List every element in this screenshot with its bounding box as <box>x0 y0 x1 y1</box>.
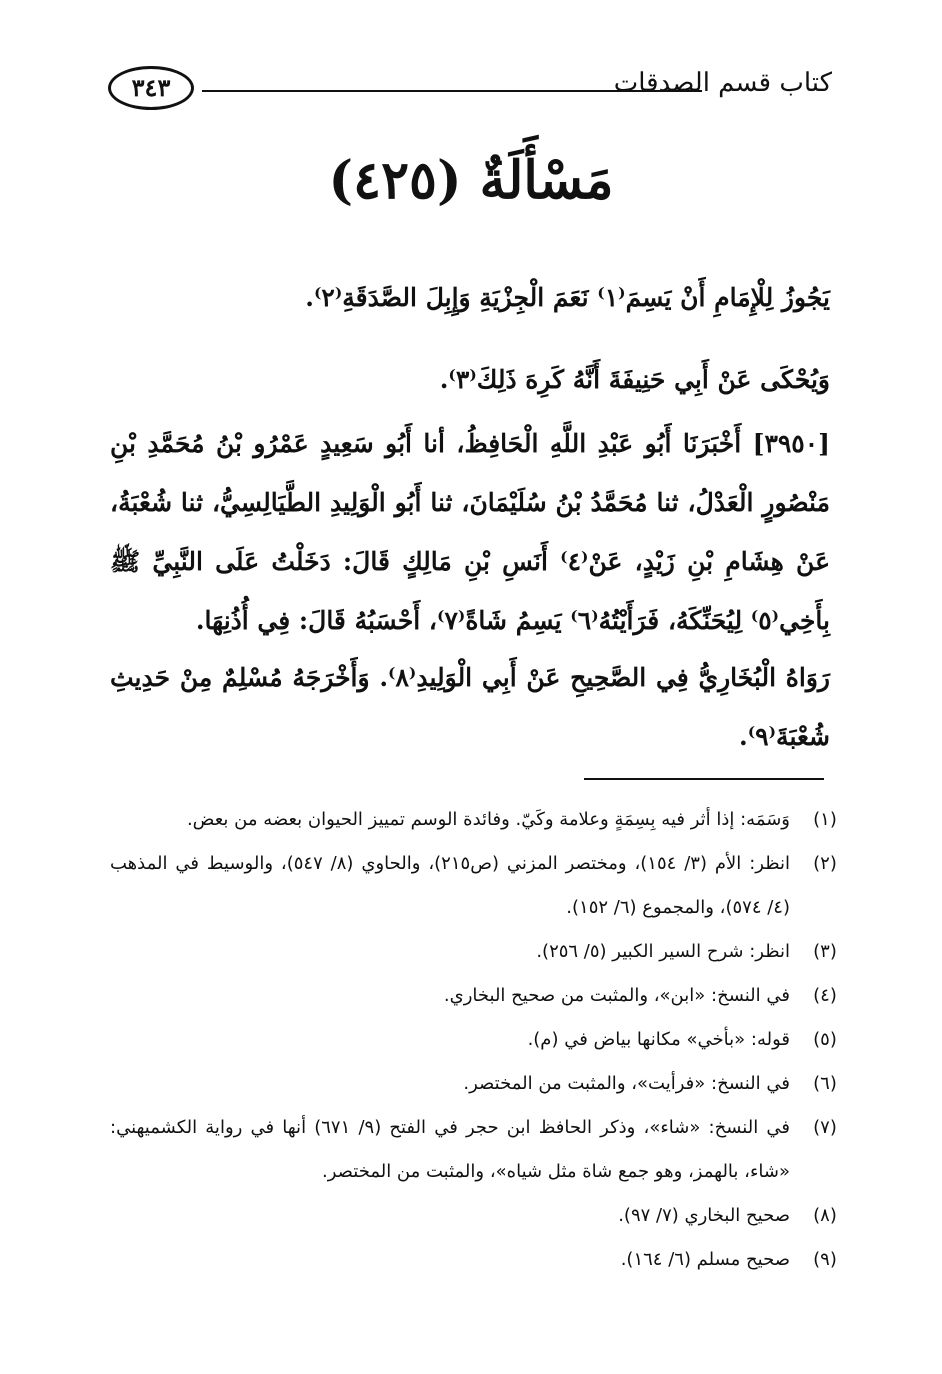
footnote-text: انظر: شرح السير الكبير (٥/ ٢٥٦). <box>536 941 790 962</box>
footnote-text: في النسخ: «ابن»، والمثبت من صحيح البخاري. <box>443 985 790 1006</box>
footnote-text: في النسخ: «فرأيت»، والمثبت من المختصر. <box>463 1073 790 1094</box>
footnote-item <box>110 798 850 842</box>
footnote-number: (٢) <box>813 853 837 874</box>
footnote-item <box>110 1062 850 1106</box>
footnote-item <box>110 1106 850 1194</box>
takhrij-paragraph: رَوَاهُ الْبُخَارِيُّ فِي الصَّحِيحِ عَنْ أَبِي الْوَلِيدِ⁽٨⁾. وَأَخْرَجَهُ مُسْلِمٌ مِنْ حَدِيثِ شُعْبَةَ⁽٩⁾. <box>110 663 830 751</box>
footnote-number: (٣) <box>813 941 837 962</box>
footnote-item <box>110 1018 850 1062</box>
footnote-number: (٥) <box>813 1029 837 1050</box>
footnote-item <box>110 1238 850 1282</box>
hadith-paragraph: [٣٩٥٠] أَخْبَرَنَا أَبُو عَبْدِ اللَّهِ الْحَافِظُ، أنا أَبُو سَعِيدٍ عَمْرُو بْنُ مُحَمَّدِ بْنِ مَنْصُورٍ الْعَدْلُ، ثنا مُحَمَّدُ بْنُ سُلَيْمَانَ، ثنا أَبُو الْوَلِيدِ الطَّيَالِسِيُّ، ثنا شُعْبَةُ، عَنْ هِشَامِ بْنِ زَيْدٍ، عَنْ⁽٤⁾ أَنَسِ بْنِ مَالِكٍ قَالَ: دَخَلْتُ عَلَى النَّبِيِّ ﷺ بِأَخِي⁽٥⁾ لِيُحَنِّكَهُ، فَرَأَيْتُهُ⁽٦⁾ يَسِمُ شَاةً⁽٧⁾، أَحْسَبُهُ قَالَ: فِي أُذُنِهَا. <box>110 429 830 635</box>
footnote-number: (٦) <box>813 1073 837 1094</box>
footnotes <box>110 798 850 1282</box>
page-number: ٣٤٣ <box>108 66 194 110</box>
footnote-text: انظر: الأم (٣/ ١٥٤)، ومختصر المزني (ص٢١٥)، والحاوي (٨/ ٥٤٧)، والوسيط في المذهب (٤/ ٥٧٤)، والمجموع (٦/ ١٥٢). <box>110 853 790 918</box>
footnote-text: صحيح مسلم (٦/ ١٦٤). <box>620 1249 790 1270</box>
footnote-item <box>110 842 850 930</box>
footnote-text: في النسخ: «شاء»، وذكر الحافظ ابن حجر في الفتح (٩/ ٦٧١) أنها في رواية الكشميهني: «شاء، بالهمز، وهو جمع شاة مثل شياه»، والمثبت من المختصر. <box>110 1117 790 1182</box>
footnote-number: (٩) <box>813 1249 837 1270</box>
footnote-number: (١) <box>813 809 837 830</box>
ruling-paragraph: يَجُوزُ لِلْإِمَامِ أَنْ يَسِمَ⁽١⁾ نَعَمَ الْجِزْيَةِ وَإِبِلَ الصَّدَقَةِ⁽٢⁾. <box>305 283 830 312</box>
opinion-paragraph: وَيُحْكَى عَنْ أَبِي حَنِيفَةَ أَنَّهُ كَرِهَ ذَلِكَ⁽٣⁾. <box>439 365 830 394</box>
footnote-text: وَسَمَه: إذا أثر فيه بِسِمَةٍ وعلامة وكَيّ. وفائدة الوسم تمييز الحيوان بعضه من بعض. <box>186 809 790 830</box>
footnote-item <box>110 930 850 974</box>
running-title: كتاب قسم الصدقات <box>613 68 832 98</box>
section-title: مَسْأَلَةٌ (٤٢٥) <box>328 150 614 211</box>
header-rule <box>202 90 702 92</box>
footnote-text: قوله: «بأخي» مكانها بياض في (م). <box>527 1029 790 1050</box>
footnote-text: صحيح البخاري (٧/ ٩٧). <box>618 1205 790 1226</box>
footnote-separator <box>584 778 824 780</box>
footnote-number: (٨) <box>813 1205 837 1226</box>
footnote-item <box>110 974 850 1018</box>
footnote-number: (٧) <box>813 1117 837 1138</box>
footnote-item <box>110 1194 850 1238</box>
footnote-number: (٤) <box>813 985 837 1006</box>
page-header <box>108 64 832 114</box>
